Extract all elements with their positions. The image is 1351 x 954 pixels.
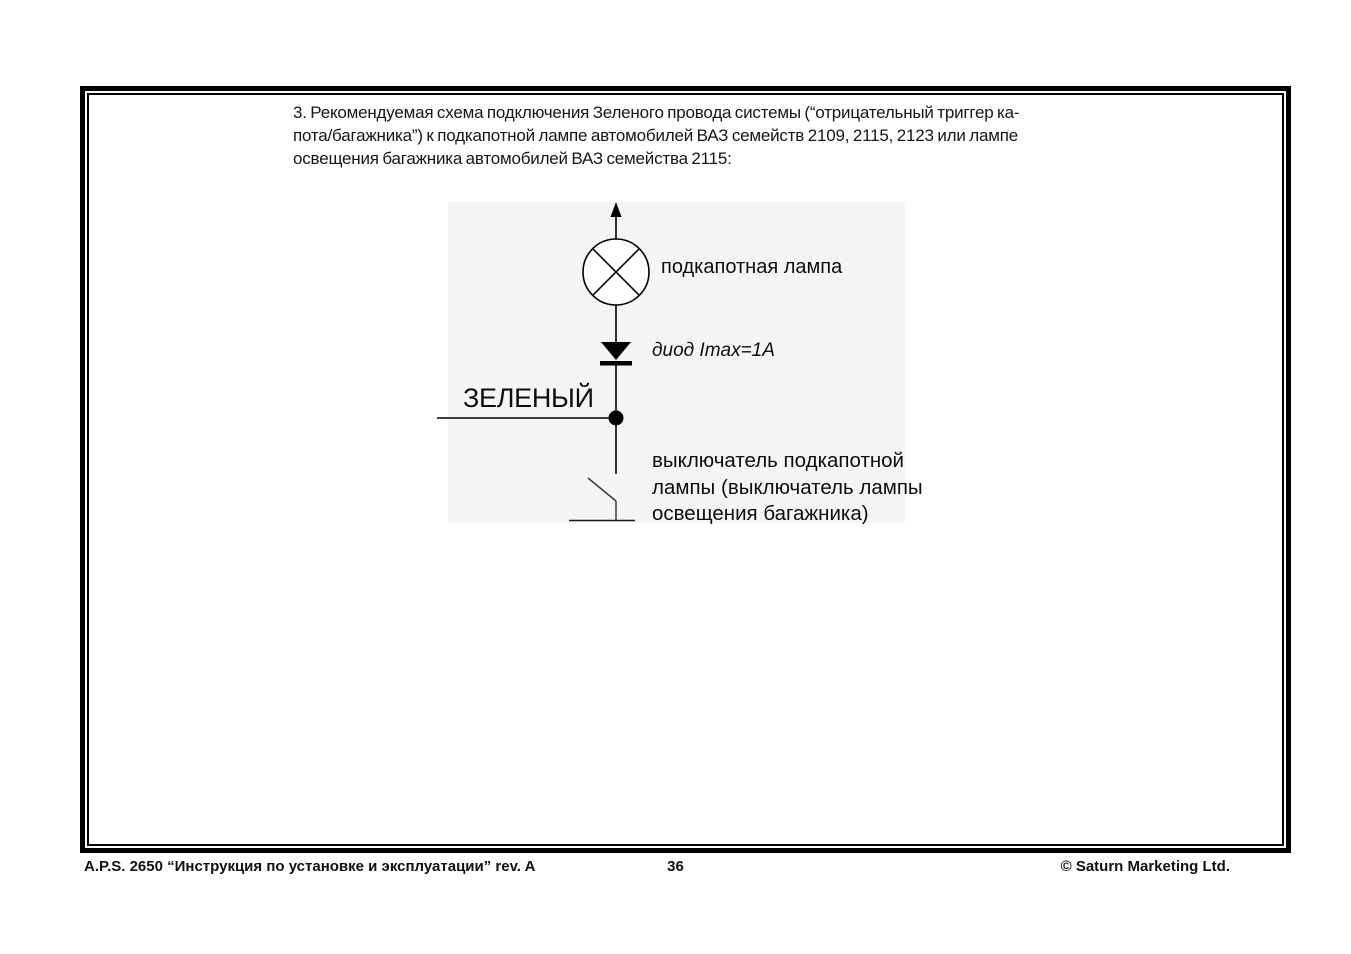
intro-line: пота/багажника”) к подкапотной лампе автомобилей ВАЗ семейств 2109, 2115, 2123 или лампе [293,126,1018,145]
switch-label-line: выключатель подкапотной [652,449,905,472]
intro-line: 3. Рекомендуемая схема подключения Зеленого провода системы (“отрицательный триггер ка- [293,103,1020,122]
switch-label-line: лампы (выключатель лампы [652,475,923,499]
switch-label [652,448,923,528]
intro-paragraph [293,101,1018,170]
green-wire-label: ЗЕЛЕНЫЙ [463,383,594,413]
arrow-up-icon [611,202,622,217]
footer-page-number: 36 [667,858,684,875]
footer-manual-title: A.P.S. 2650 “Инструкция по установке и эксплуатации” rev. A [84,858,536,875]
page-footer [0,858,1351,880]
diode-bar [600,361,632,366]
switch-lever-icon [588,478,616,501]
footer-copyright: © Saturn Marketing Ltd. [1060,858,1230,875]
lamp-label: подкапотная лампа [661,256,843,278]
diode-label: диод Imax=1A [652,340,775,361]
intro-line: освещения багажника автомобилей ВАЗ семейства 2115: [293,149,732,168]
switch-label-line: освещения багажника) [652,502,869,525]
diode-icon [601,342,631,360]
junction-dot [609,411,624,426]
